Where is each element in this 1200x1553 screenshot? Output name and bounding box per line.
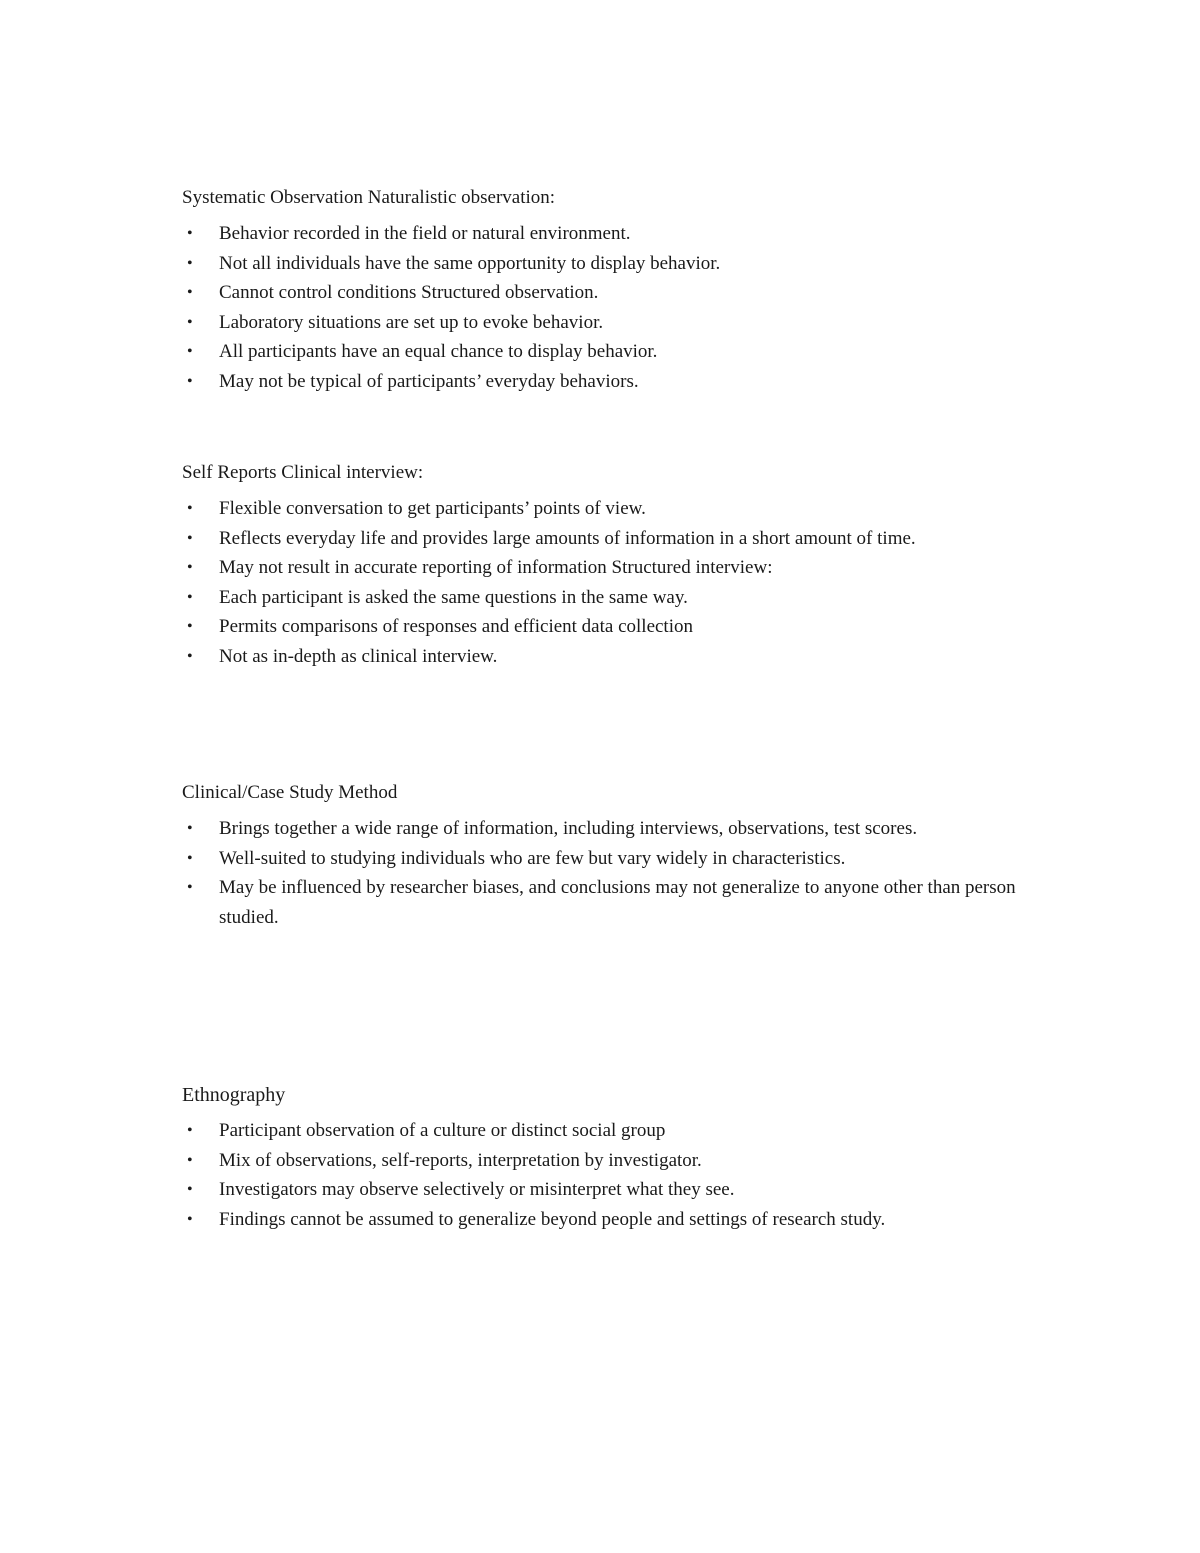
bullet-icon: • [187,254,193,272]
bullet-icon: • [187,849,193,867]
bullet-icon: • [187,618,193,635]
list-item [182,1175,1042,1205]
list-item [182,337,1042,367]
bullet-icon: • [187,879,193,896]
list-item-text: Each participant is asked the same questions in the same way. [219,586,688,608]
bullet-icon: • [187,225,193,242]
list-item [182,642,1042,672]
list-item-text: Brings together a wide range of information, including interviews, observations, test scores. [219,818,918,839]
list-item-text: Not as in-depth as clinical interview. [219,645,498,667]
list-item [182,583,1042,613]
bullet-list [182,1116,1042,1234]
list-item [182,219,1042,249]
list-item [182,612,1042,642]
list-item [182,494,1042,524]
section-heading: Systematic Observation Naturalistic observation: [182,187,556,208]
bullet-icon: • [187,588,193,606]
bullet-icon: • [187,1151,193,1169]
list-item-text: May not result in accurate reporting of information Structured interview: [219,557,773,578]
bullet-icon: • [187,559,193,576]
list-item-text: Reflects everyday life and provides large amounts of information in a short amount of time. [219,527,916,549]
list-item [182,553,1042,583]
bullet-list [182,219,1042,396]
list-item-text: May be influenced by researcher biases, and conclusions may not generalize to anyone other than person studied. [219,877,1016,928]
bullet-icon: • [187,647,193,665]
list-item-text: May not be typical of participants’ everyday behaviors. [219,370,639,392]
list-item-text: All participants have an equal chance to display behavior. [219,341,658,362]
list-item [182,278,1042,308]
bullet-icon: • [187,820,193,837]
list-item-text: Cannot control conditions Structured observation. [219,282,599,303]
section-heading: Clinical/Case Study Method [182,782,398,803]
section-systematic-observation [182,186,1042,396]
list-item-text: Mix of observations, self-reports, interpretation by investigator. [219,1149,702,1171]
bullet-icon: • [187,500,193,517]
bullet-list [182,494,1042,671]
bullet-list [182,814,1042,932]
list-item [182,249,1042,279]
list-item [182,873,1042,932]
bullet-icon: • [187,343,193,360]
list-item-text: Permits comparisons of responses and efficient data collection [219,616,693,637]
list-item [182,1205,1042,1235]
list-item-text: Participant observation of a culture or distinct social group [219,1120,666,1141]
bullet-icon: • [187,1210,193,1228]
section-case-study-method [182,781,1042,932]
list-item [182,367,1042,397]
list-item [182,308,1042,338]
list-item-text: Flexible conversation to get participants’ points of view. [219,498,646,519]
list-item [182,844,1042,874]
bullet-icon: • [187,1122,193,1139]
list-item-text: Not all individuals have the same opportunity to display behavior. [219,252,721,274]
list-item-text: Well-suited to studying individuals who are few but vary widely in characteristics. [219,847,846,869]
list-item [182,524,1042,554]
list-item-text: Laboratory situations are set up to evoke behavior. [219,311,604,333]
list-item-text: Behavior recorded in the field or natural environment. [219,223,631,244]
section-heading: Self Reports Clinical interview: [182,462,424,483]
bullet-icon: • [187,284,193,301]
bullet-icon: • [187,1181,193,1198]
bullet-icon: • [187,529,193,547]
list-item [182,1146,1042,1176]
section-self-reports [182,461,1042,671]
list-item-text: Investigators may observe selectively or misinterpret what they see. [219,1179,735,1200]
bullet-icon: • [187,372,193,390]
list-item [182,1116,1042,1146]
list-item-text: Findings cannot be assumed to generalize beyond people and settings of research study. [219,1208,886,1230]
list-item [182,814,1042,844]
bullet-icon: • [187,313,193,331]
section-ethnography [182,1083,1042,1234]
section-heading: Ethnography [182,1084,286,1106]
